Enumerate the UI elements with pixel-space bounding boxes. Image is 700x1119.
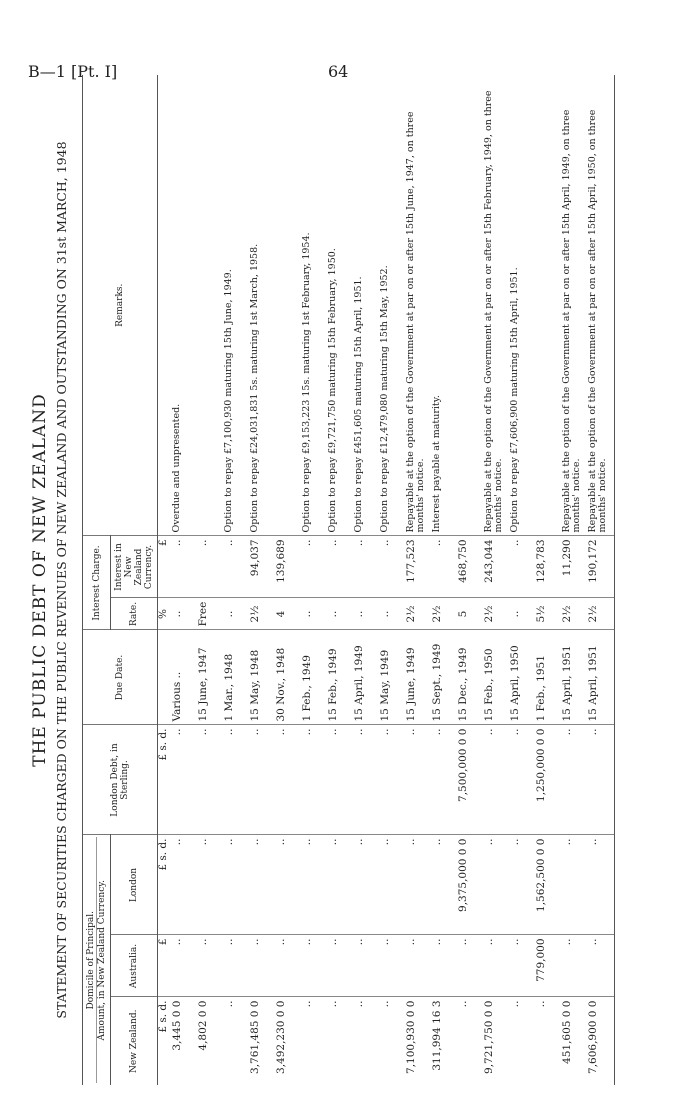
cell-remarks: Overdue and unpresented.	[172, 75, 198, 536]
cell-interest: ..	[328, 536, 354, 598]
cell-london: ..	[588, 835, 615, 935]
cell-interest: ..	[224, 536, 250, 598]
cell-australia: ..	[250, 935, 276, 997]
cell-london-debt: ..	[562, 725, 588, 835]
cell-remarks: Option to repay £451,605 maturing 15th April, 1951.	[354, 75, 380, 536]
cell-remarks: Option to repay £7,606,900 maturing 15th April, 1951.	[510, 75, 536, 536]
cell-new-zealand: ..	[457, 1000, 469, 1008]
cell-new-zealand: ..	[223, 1000, 235, 1008]
cell-interest: ..	[510, 536, 536, 598]
cell-australia: ..	[224, 935, 250, 997]
table-row	[406, 75, 432, 1085]
cell-rate: 2½	[562, 598, 588, 630]
cell-london-debt: ..	[432, 725, 458, 835]
cell-london-debt: ..	[588, 725, 615, 835]
rate-header: Rate.	[111, 598, 158, 630]
cell-due-date: 15 June, 1947	[198, 630, 224, 725]
cell-australia: ..	[432, 935, 458, 997]
cell-london-debt: ..	[172, 725, 198, 835]
cell-due-date: 15 April, 1949	[354, 630, 380, 725]
cell-interest: 468,750	[458, 536, 484, 598]
cell-interest: ..	[172, 536, 198, 598]
table-row	[172, 75, 198, 1085]
cell-london: ..	[380, 835, 406, 935]
cell-australia: ..	[276, 935, 302, 997]
cell-remarks: Repayable at the option of the Government at par on or after 15th February, 1949, on three months' notice.	[484, 75, 510, 536]
document-subtitle: STATEMENT OF SECURITIES CHARGED ON THE PUBLIC REVENUES OF NEW ZEALAND AND OUTSTANDING ON 31st MARCH, 1948	[54, 141, 69, 1019]
cell-rate: ..	[354, 598, 380, 630]
cell-new-zealand: ..	[301, 1000, 313, 1008]
cell-london: ..	[484, 835, 510, 935]
cell-rate: 2½	[250, 598, 276, 630]
cell-due-date: Various ..	[172, 630, 198, 725]
cell-london: 9,375,000 0 0	[458, 835, 484, 935]
cell-new-zealand: ..	[379, 1000, 391, 1008]
cell-due-date: 15 April, 1950	[510, 630, 536, 725]
cell-interest: 190,172	[588, 536, 615, 598]
cell-rate: ..	[224, 598, 250, 630]
table-row	[250, 75, 276, 1085]
units-row	[158, 75, 173, 1085]
cell-rate: 2½	[484, 598, 510, 630]
london-debt-header: London Debt, in Sterling.	[83, 725, 158, 835]
cell-london: ..	[250, 835, 276, 935]
cell-rate: 2½	[406, 598, 432, 630]
unit-lon: £ s. d.	[158, 835, 173, 935]
cell-new-zealand: 7,606,900 0 0	[588, 997, 615, 1085]
cell-london: ..	[562, 835, 588, 935]
cell-london: ..	[276, 835, 302, 935]
cell-rate: 4	[276, 598, 302, 630]
cell-london-debt: ..	[484, 725, 510, 835]
cell-london: 1,562,500 0 0	[536, 835, 562, 935]
cell-rate: ..	[172, 598, 198, 630]
cell-london-debt: ..	[198, 725, 224, 835]
cell-due-date: 1 Mar., 1948	[224, 630, 250, 725]
cell-remarks: Interest payable at maturity.	[432, 75, 458, 536]
table-row	[458, 75, 484, 1085]
cell-rate: ..	[380, 598, 406, 630]
cell-interest: 128,783	[536, 536, 562, 598]
cell-london-debt: ..	[328, 725, 354, 835]
cell-interest: ..	[380, 536, 406, 598]
document-title: THE PUBLIC DEBT OF NEW ZEALAND	[30, 393, 50, 767]
cell-london: ..	[510, 835, 536, 935]
cell-rate: 5½	[536, 598, 562, 630]
page-section-label: B—1 [Pt. I]	[28, 62, 118, 81]
interest-charge-header: Interest Charge.	[83, 536, 111, 630]
cell-london: ..	[432, 835, 458, 935]
cell-interest: ..	[354, 536, 380, 598]
table-row	[354, 75, 380, 1085]
cell-australia: ..	[588, 935, 615, 997]
cell-due-date: 15 April, 1951	[588, 630, 615, 725]
cell-new-zealand: 451,605 0 0	[561, 1000, 573, 1064]
cell-due-date: 15 Dec., 1949	[458, 630, 484, 725]
domicile-label: Domicile of Principal.	[86, 911, 96, 1010]
cell-london-debt: ..	[276, 725, 302, 835]
cell-due-date: 15 June, 1949	[406, 630, 432, 725]
table-row	[224, 75, 250, 1085]
unit-due	[158, 630, 173, 725]
cell-new-zealand: 7,100,930 0 0	[405, 1000, 417, 1074]
unit-remarks	[158, 75, 173, 536]
cell-remarks	[536, 75, 562, 536]
cell-new-zealand: ..	[509, 1000, 521, 1008]
cell-london: ..	[224, 835, 250, 935]
london-header: London	[111, 835, 158, 935]
cell-remarks: Repayable at the option of the Government at par on or after 15th April, 1949, on three months' notice.	[562, 75, 588, 536]
unit-ldebt: £ s. d.	[158, 725, 173, 835]
cell-london: ..	[302, 835, 328, 935]
table-row	[198, 75, 224, 1085]
unit-aus: £	[158, 935, 173, 997]
table-row	[432, 75, 458, 1085]
cell-rate: ..	[510, 598, 536, 630]
cell-due-date: 15 Sept., 1949	[432, 630, 458, 725]
cell-remarks: Option to repay £24,031,831 5s. maturing 1st March, 1958.	[250, 75, 276, 536]
table-row	[484, 75, 510, 1085]
cell-due-date: 1 Feb., 1951	[536, 630, 562, 725]
cell-due-date: 30 Nov., 1948	[276, 630, 302, 725]
cell-australia: 779,000	[536, 935, 562, 997]
cell-due-date: 15 Feb., 1949	[328, 630, 354, 725]
cell-rate: 5	[458, 598, 484, 630]
unit-nz: £ s. d.	[157, 1000, 169, 1033]
cell-new-zealand: 3,492,230 0 0	[275, 1000, 287, 1074]
cell-new-zealand: 3,761,485 0 0	[249, 1000, 261, 1074]
new-zealand-header: New Zealand.	[111, 997, 158, 1085]
cell-new-zealand: ..	[353, 1000, 365, 1008]
cell-remarks	[458, 75, 484, 536]
cell-interest: ..	[302, 536, 328, 598]
cell-remarks: Option to repay £12,479,080 maturing 15th May, 1952.	[380, 75, 406, 536]
cell-rate: 2½	[432, 598, 458, 630]
cell-london: ..	[354, 835, 380, 935]
cell-london-debt: ..	[380, 725, 406, 835]
table-row	[588, 75, 615, 1085]
interest-nz-header: Interest in New Zealand Currency.	[111, 536, 158, 598]
australia-header: Australia.	[111, 935, 158, 997]
amount-group-label: Amount, in New Zealand Currency.	[96, 838, 107, 1084]
table-row	[536, 75, 562, 1085]
cell-london: ..	[172, 835, 198, 935]
table-row	[276, 75, 302, 1085]
cell-australia: ..	[198, 935, 224, 997]
cell-remarks: Option to repay £9,153,223 15s. maturing 1st February, 1954.	[302, 75, 328, 536]
cell-london-debt: ..	[302, 725, 328, 835]
cell-remarks	[276, 75, 302, 536]
cell-rate: ..	[328, 598, 354, 630]
cell-london: ..	[198, 835, 224, 935]
remarks-header: Remarks.	[83, 75, 158, 536]
cell-london-debt: ..	[354, 725, 380, 835]
cell-london: ..	[406, 835, 432, 935]
cell-remarks: Option to repay £7,100,930 maturing 15th June, 1949.	[224, 75, 250, 536]
due-date-header: Due Date.	[83, 630, 158, 725]
cell-due-date: 15 April, 1951	[562, 630, 588, 725]
cell-rate: ..	[302, 598, 328, 630]
table-row	[562, 75, 588, 1085]
unit-rate: %	[158, 598, 173, 630]
cell-remarks: Option to repay £9,721,750 maturing 15th February, 1950.	[328, 75, 354, 536]
cell-australia: ..	[484, 935, 510, 997]
cell-australia: ..	[406, 935, 432, 997]
cell-rate: Free	[198, 598, 224, 630]
cell-interest: 177,523	[406, 536, 432, 598]
cell-new-zealand: ..	[535, 1000, 547, 1008]
cell-remarks: Repayable at the option of the Government at par on or after 15th April, 1950, on three months' notice.	[588, 75, 615, 536]
cell-australia: ..	[172, 935, 198, 997]
domicile-header	[83, 835, 111, 1085]
table-row	[380, 75, 406, 1085]
cell-australia: ..	[328, 935, 354, 997]
cell-interest: 11,290	[562, 536, 588, 598]
cell-remarks: Repayable at the option of the Government at par on or after 15th June, 1947, on three months' notice.	[406, 75, 432, 536]
cell-interest: 243,044	[484, 536, 510, 598]
debt-table	[82, 75, 615, 1085]
cell-interest: 139,689	[276, 536, 302, 598]
page-number: 64	[328, 62, 349, 81]
cell-australia: ..	[302, 935, 328, 997]
cell-london-debt: 7,500,000 0 0	[458, 725, 484, 835]
table-row	[328, 75, 354, 1085]
cell-new-zealand: 9,721,750 0 0	[483, 1000, 495, 1074]
cell-rate: 2½	[588, 598, 615, 630]
cell-new-zealand: 3,445 0 0	[171, 1000, 183, 1051]
cell-australia: ..	[458, 935, 484, 997]
unit-interest: £	[158, 536, 173, 598]
cell-australia: ..	[354, 935, 380, 997]
cell-new-zealand: 4,802 0 0	[197, 1000, 209, 1051]
cell-australia: ..	[380, 935, 406, 997]
cell-new-zealand: ..	[327, 1000, 339, 1008]
rotated-table-page	[30, 75, 670, 1085]
cell-london-debt: ..	[224, 725, 250, 835]
cell-remarks	[198, 75, 224, 536]
cell-london-debt: 1,250,000 0 0	[536, 725, 562, 835]
cell-due-date: 15 May, 1949	[380, 630, 406, 725]
table-row	[302, 75, 328, 1085]
cell-london-debt: ..	[250, 725, 276, 835]
cell-due-date: 15 May, 1948	[250, 630, 276, 725]
cell-london: ..	[328, 835, 354, 935]
cell-london-debt: ..	[510, 725, 536, 835]
cell-interest: 94,037	[250, 536, 276, 598]
cell-interest: ..	[198, 536, 224, 598]
cell-new-zealand: 311,994 16 3	[431, 1000, 443, 1071]
cell-due-date: 1 Feb., 1949	[302, 630, 328, 725]
cell-london-debt: ..	[406, 725, 432, 835]
cell-due-date: 15 Feb., 1950	[484, 630, 510, 725]
cell-interest: ..	[432, 536, 458, 598]
cell-australia: ..	[562, 935, 588, 997]
cell-australia: ..	[510, 935, 536, 997]
table-row	[510, 75, 536, 1085]
